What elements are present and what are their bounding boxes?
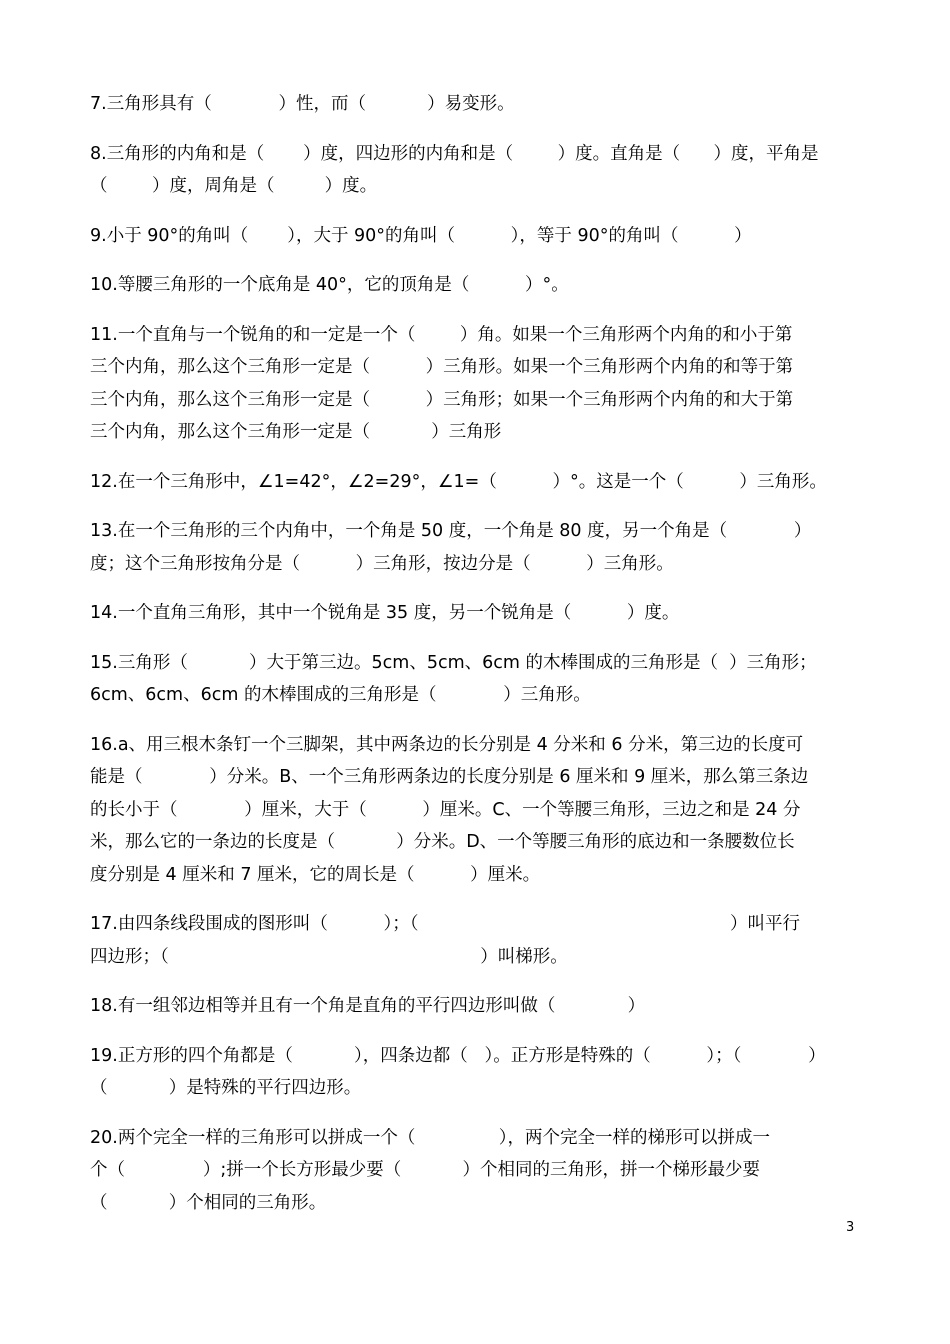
question-line: 15.三角形（ ）大于第三边。5cm、5cm、6cm 的木棒围成的三角形是（ ）三角形； <box>90 652 817 673</box>
question-line: 20.两个完全一样的三角形可以拼成一个（ ），两个完全一样的梯形可以拼成一 <box>90 1127 771 1148</box>
question-12 <box>90 466 860 499</box>
question-line: 16.a、用三根木条钉一个三脚架，其中两条边的长分别是 4 分米和 6 分米，第三边的长度可 <box>90 734 804 755</box>
question-line: 9.小于 90°的角叫（ ），大于 90°的角叫（ ），等于 90°的角叫（ ） <box>90 225 752 246</box>
question-7 <box>90 88 860 121</box>
question-line: 度；这个三角形按角分是（ ）三角形，按边分是（ ）三角形。 <box>90 553 674 574</box>
question-line: 三个内角，那么这个三角形一定是（ ）三角形。如果一个三角形两个内角的和等于第 <box>90 357 794 377</box>
question-line: （ ）个相同的三角形。 <box>90 1192 327 1213</box>
question-line: 6cm、6cm、6cm 的木棒围成的三角形是（ ）三角形。 <box>90 685 591 705</box>
question-line: 的长小于（ ）厘米，大于（ ）厘米。C、一个等腰三角形，三边之和是 24 分 <box>90 799 801 820</box>
question-line: 12.在一个三角形中，∠1=42°，∠2=29°，∠1=（ ）°。这是一个（ ）三角形。 <box>90 471 827 492</box>
question-9 <box>90 220 860 253</box>
question-line: 个（ ）;拼一个长方形最少要（ ）个相同的三角形，拼一个梯形最少要 <box>90 1160 760 1180</box>
question-17 <box>90 908 860 973</box>
question-20 <box>90 1122 860 1220</box>
question-line: 8.三角形的内角和是（ ）度，四边形的内角和是（ ）度。直角是（ ）度，平角是 <box>90 143 819 164</box>
question-8 <box>90 138 860 203</box>
question-line: 三个内角，那么这个三角形一定是（ ）三角形；如果一个三角形两个内角的和大于第 <box>90 389 794 410</box>
question-line: 19.正方形的四个角都是（ ），四条边都（ ）。正方形是特殊的（ ）；（ ） <box>90 1045 826 1066</box>
question-line: 四边形；（ ）叫梯形。 <box>90 946 568 967</box>
question-line: 13.在一个三角形的三个内角中，一个角是 50 度，一个角是 80 度，另一个角是（ ） <box>90 521 812 541</box>
question-line: （ ）度，周角是（ ）度。 <box>90 176 378 196</box>
question-line: 11.一个直角与一个锐角的和一定是一个（ ）角。如果一个三角形两个内角的和小于第 <box>90 324 793 345</box>
question-19 <box>90 1040 860 1105</box>
question-line: 三个内角，那么这个三角形一定是（ ）三角形 <box>90 422 502 442</box>
question-10 <box>90 269 860 302</box>
question-14 <box>90 597 860 630</box>
question-15 <box>90 647 860 712</box>
question-line: 10.等腰三角形的一个底角是 40°，它的顶角是（ ）°。 <box>90 275 569 295</box>
question-line: 7.三角形具有（ ）性，而（ ）易变形。 <box>90 94 515 114</box>
question-list <box>90 88 860 1236</box>
question-16 <box>90 729 860 892</box>
question-line: 米，那么它的一条边的长度是（ ）分米。D、一个等腰三角形的底边和一条腰数位长 <box>90 832 795 852</box>
question-line: 度分别是 4 厘米和 7 厘米，它的周长是（ ）厘米。 <box>90 864 541 885</box>
question-line: 18.有一组邻边相等并且有一个角是直角的平行四边形叫做（ ） <box>90 996 646 1016</box>
question-line: （ ）是特殊的平行四边形。 <box>90 1078 362 1098</box>
question-13 <box>90 515 860 580</box>
page-number: 3 <box>846 1220 855 1235</box>
question-line: 能是（ ）分米。B、一个三角形两条边的长度分别是 6 厘米和 9 厘米，那么第三条边 <box>90 767 809 787</box>
question-line: 17.由四条线段围成的图形叫（ ）；（ ）叫平行 <box>90 914 800 934</box>
question-line: 14.一个直角三角形，其中一个锐角是 35 度，另一个锐角是（ ）度。 <box>90 603 680 623</box>
question-11 <box>90 319 860 449</box>
question-18 <box>90 990 860 1023</box>
